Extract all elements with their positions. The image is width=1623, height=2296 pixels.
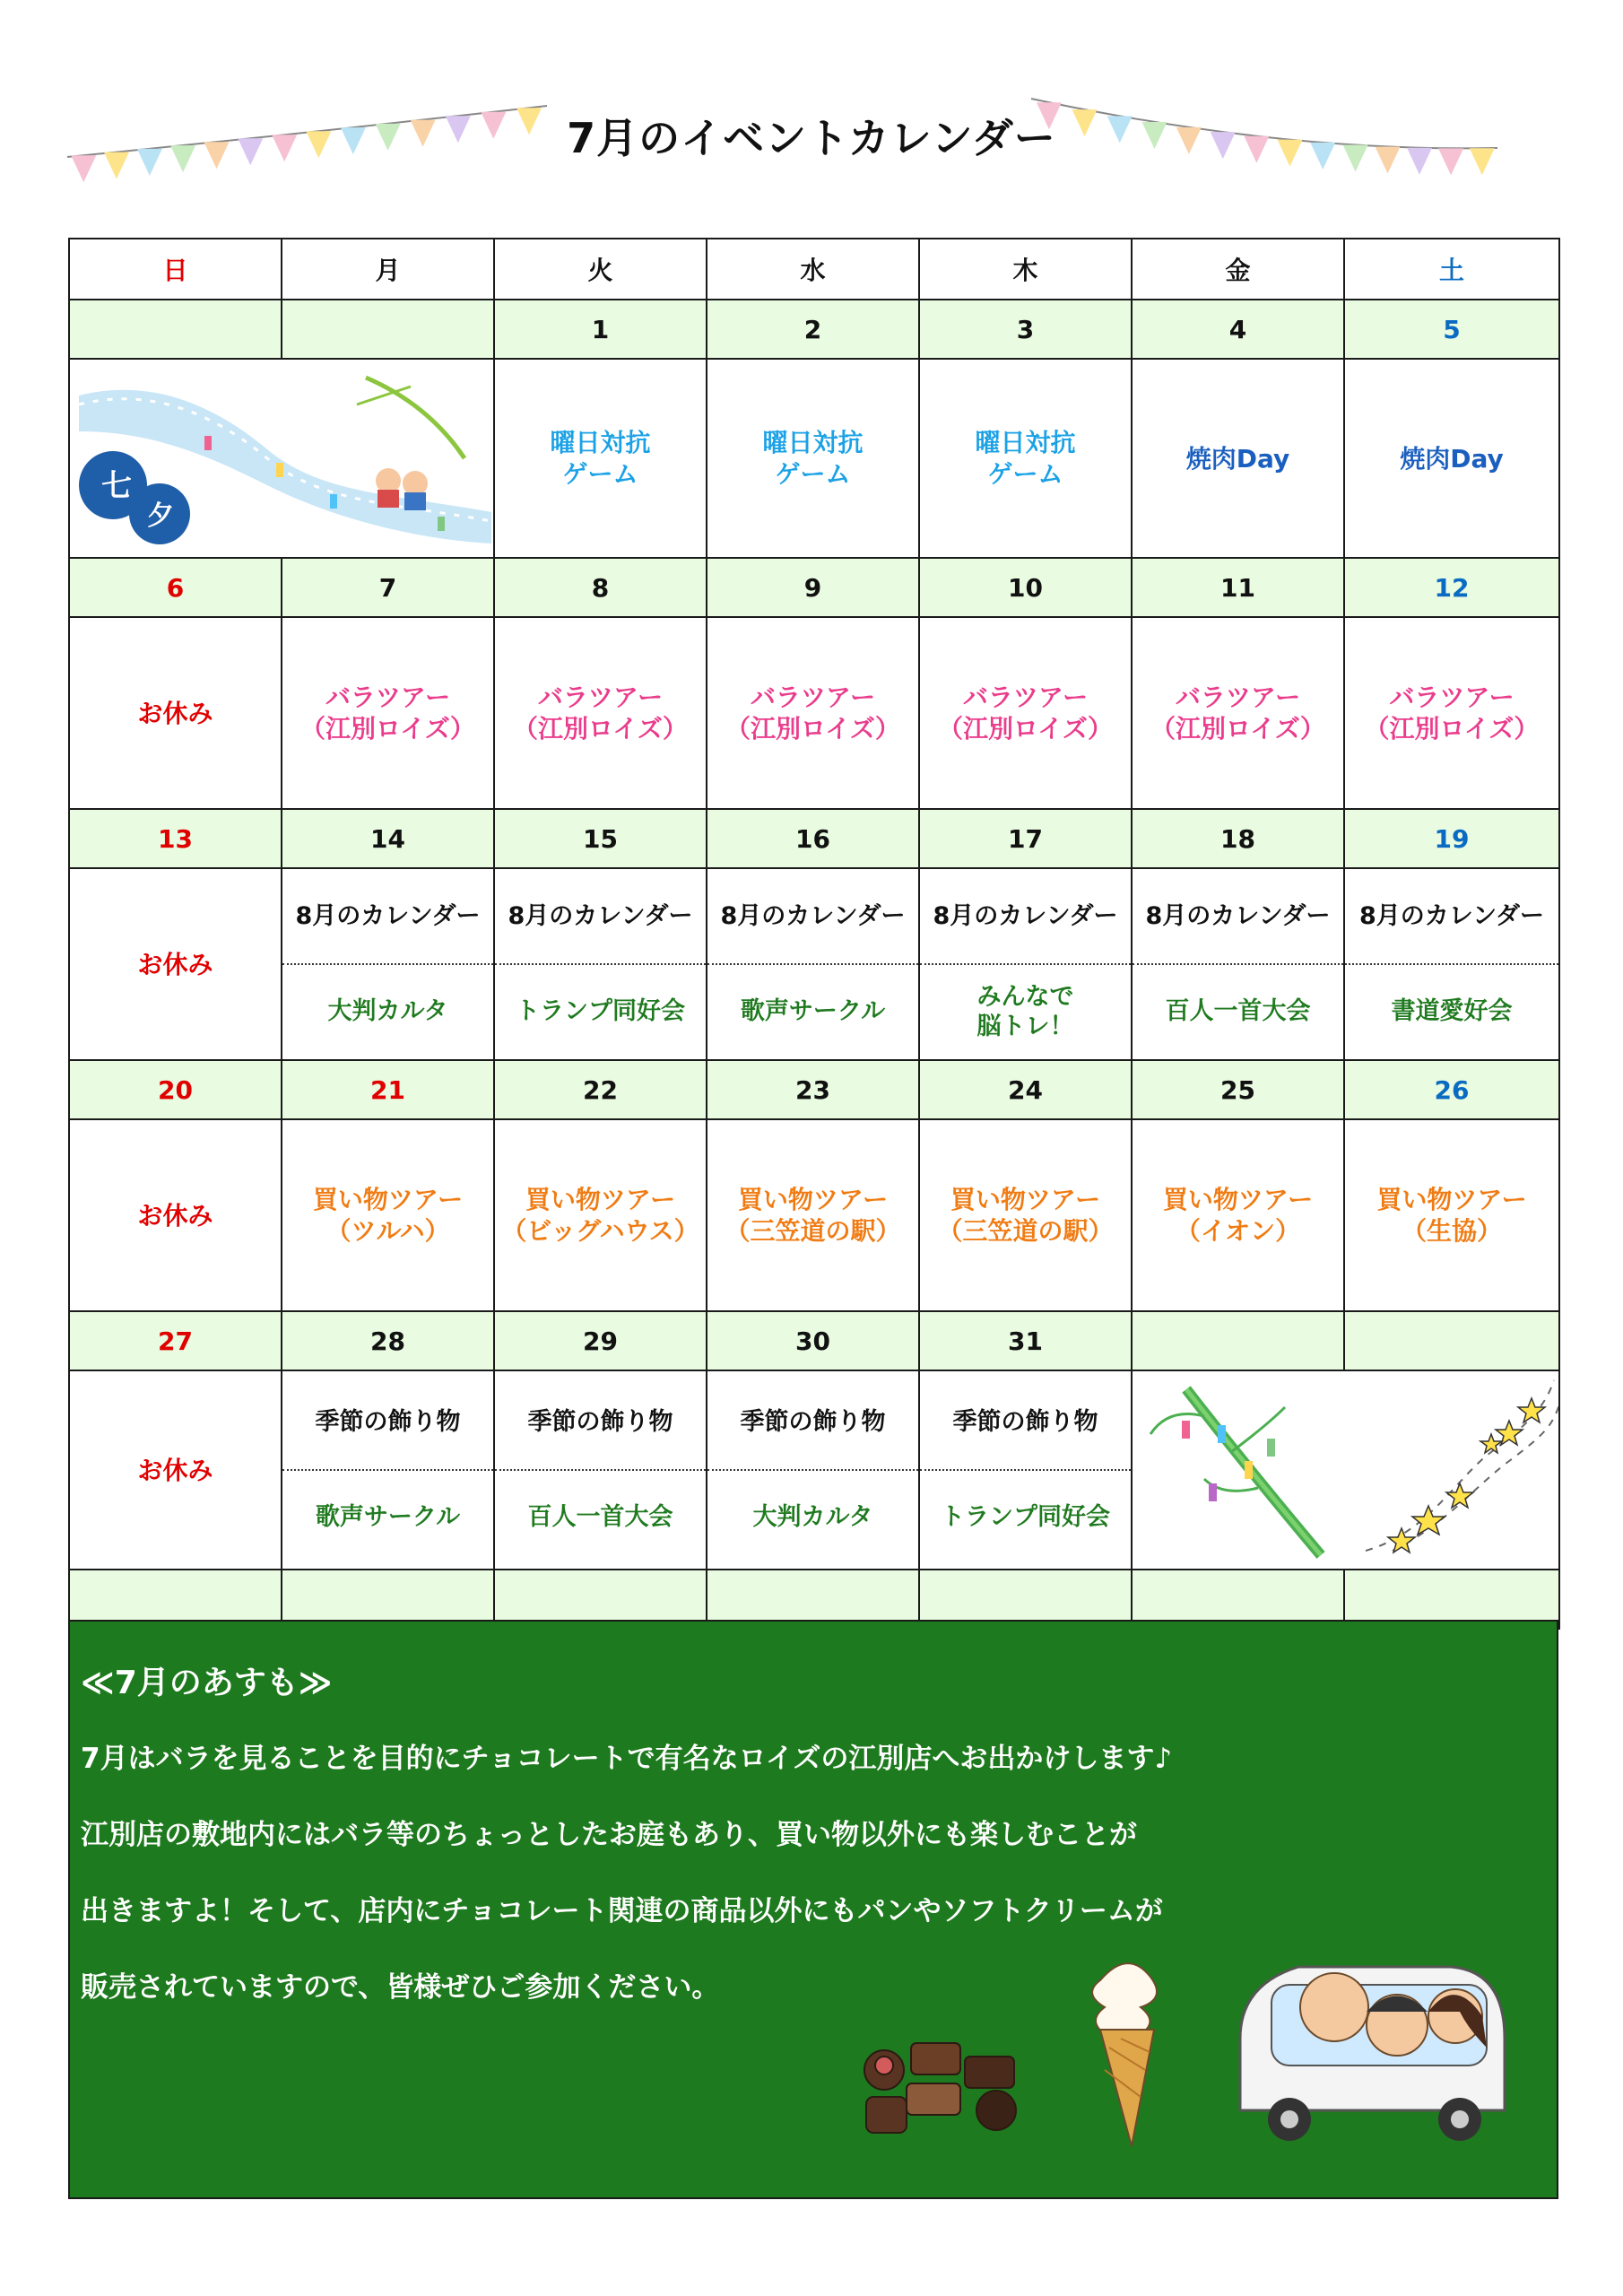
event-row bbox=[69, 868, 1559, 1060]
weekday-header: 月 bbox=[282, 239, 494, 300]
weekday-header: 金 bbox=[1132, 239, 1344, 300]
bamboo-stars-image bbox=[1133, 1371, 1559, 1561]
event-row bbox=[69, 1370, 1559, 1570]
date-cell: 24 bbox=[919, 1060, 1132, 1119]
bamboo-stars-illustration bbox=[1132, 1370, 1559, 1570]
event-calendar bbox=[68, 238, 1560, 1630]
info-panel bbox=[68, 1620, 1558, 2199]
date-cell: 17 bbox=[919, 809, 1132, 868]
event-cell bbox=[1344, 868, 1559, 1060]
info-line: 江別店の敷地内にはバラ等のちょっとしたお庭もあり、買い物以外にも楽しむことが bbox=[81, 1819, 1137, 1851]
event-cell bbox=[282, 868, 494, 1060]
date-cell: 21 bbox=[282, 1060, 494, 1119]
date-cell: 19 bbox=[1344, 809, 1559, 868]
event-row bbox=[69, 617, 1559, 809]
date-cell: 5 bbox=[1344, 300, 1559, 359]
date-row bbox=[69, 300, 1559, 359]
event-top: 8月のカレンダー bbox=[920, 869, 1131, 965]
event-top: 季節の飾り物 bbox=[282, 1375, 493, 1471]
event-cell: 曜日対抗 ゲーム bbox=[707, 359, 919, 558]
date-cell: 25 bbox=[1132, 1060, 1344, 1119]
date-cell: 1 bbox=[494, 300, 707, 359]
car-family-illustration bbox=[1227, 1931, 1514, 2142]
event-cell: 曜日対抗 ゲーム bbox=[494, 359, 707, 558]
event-cell: 焼肉Day bbox=[1344, 359, 1559, 558]
event-cell: バラツアー （江別ロイズ） bbox=[1344, 617, 1559, 809]
date-cell: 6 bbox=[69, 558, 282, 617]
weekday-header-row bbox=[69, 239, 1559, 300]
event-cell: 買い物ツアー （生協） bbox=[1344, 1119, 1559, 1311]
date-cell: 9 bbox=[707, 558, 919, 617]
info-line: 販売されていますので、皆様ぜひご参加ください。 bbox=[81, 1971, 720, 2004]
event-cell bbox=[282, 1370, 494, 1570]
date-row bbox=[69, 1060, 1559, 1119]
date-cell: 10 bbox=[919, 558, 1132, 617]
date-cell bbox=[1132, 1311, 1344, 1370]
date-cell: 29 bbox=[494, 1311, 707, 1370]
svg-text:夕: 夕 bbox=[147, 500, 174, 532]
event-cell bbox=[707, 1370, 919, 1570]
event-bottom: トランプ同好会 bbox=[516, 997, 685, 1026]
event-bottom: 大判カルタ bbox=[327, 997, 448, 1026]
event-cell: 買い物ツアー （三笠道の駅） bbox=[707, 1119, 919, 1311]
date-row bbox=[69, 1311, 1559, 1370]
event-cell: 買い物ツアー （ツルハ） bbox=[282, 1119, 494, 1311]
date-cell: 20 bbox=[69, 1060, 282, 1119]
date-cell: 3 bbox=[919, 300, 1132, 359]
date-cell: 16 bbox=[707, 809, 919, 868]
holiday-cell: お休み bbox=[69, 1370, 282, 1570]
date-cell: 12 bbox=[1344, 558, 1559, 617]
event-top: 8月のカレンダー bbox=[1345, 869, 1558, 965]
date-cell bbox=[282, 300, 494, 359]
date-cell: 11 bbox=[1132, 558, 1344, 617]
event-cell bbox=[494, 868, 707, 1060]
event-bottom: 大判カルタ bbox=[752, 1503, 873, 1532]
weekday-header: 木 bbox=[919, 239, 1132, 300]
tanabata-banner-illustration bbox=[69, 359, 494, 558]
date-cell: 4 bbox=[1132, 300, 1344, 359]
date-cell: 28 bbox=[282, 1311, 494, 1370]
weekday-header: 水 bbox=[707, 239, 919, 300]
tanabata-banner-image bbox=[70, 360, 494, 550]
event-cell: バラツアー （江別ロイズ） bbox=[282, 617, 494, 809]
event-cell: 焼肉Day bbox=[1132, 359, 1344, 558]
event-top: 8月のカレンダー bbox=[495, 869, 706, 965]
event-row bbox=[69, 1119, 1559, 1311]
event-top: 季節の飾り物 bbox=[707, 1375, 918, 1471]
event-cell: バラツアー （江別ロイズ） bbox=[1132, 617, 1344, 809]
info-line: 7月はバラを見ることを目的にチョコレートで有名なロイズの江別店へお出かけします♪ bbox=[81, 1743, 1173, 1775]
date-cell: 2 bbox=[707, 300, 919, 359]
event-bottom: 歌声サークル bbox=[315, 1503, 461, 1532]
event-top: 8月のカレンダー bbox=[707, 869, 918, 965]
weekday-header: 日 bbox=[69, 239, 282, 300]
date-cell: 22 bbox=[494, 1060, 707, 1119]
event-cell bbox=[707, 868, 919, 1060]
weekday-header: 土 bbox=[1344, 239, 1559, 300]
svg-text:七: 七 bbox=[101, 468, 132, 504]
date-cell: 27 bbox=[69, 1311, 282, 1370]
event-cell: 曜日対抗 ゲーム bbox=[919, 359, 1132, 558]
event-cell bbox=[1132, 868, 1344, 1060]
page-title: 7月のイベントカレンダー bbox=[567, 114, 1056, 162]
date-cell bbox=[1344, 1311, 1559, 1370]
holiday-cell: お休み bbox=[69, 617, 282, 809]
date-cell: 7 bbox=[282, 558, 494, 617]
event-cell bbox=[494, 1370, 707, 1570]
event-bottom: トランプ同好会 bbox=[941, 1503, 1110, 1532]
event-top: 8月のカレンダー bbox=[282, 869, 493, 965]
date-cell: 8 bbox=[494, 558, 707, 617]
info-line: 出きますよ！そして、店内にチョコレート関連の商品以外にもパンやソフトクリームが bbox=[81, 1895, 1163, 1927]
event-cell bbox=[919, 868, 1132, 1060]
event-cell: 買い物ツアー （ビッグハウス） bbox=[494, 1119, 707, 1311]
event-cell: 買い物ツアー （三笠道の駅） bbox=[919, 1119, 1132, 1311]
holiday-cell: お休み bbox=[69, 1119, 282, 1311]
date-cell bbox=[69, 300, 282, 359]
weekday-header: 火 bbox=[494, 239, 707, 300]
event-cell bbox=[919, 1370, 1132, 1570]
event-bottom: みんなで 脳トレ！ bbox=[976, 983, 1074, 1040]
soft-serve-illustration bbox=[1078, 1953, 1176, 2151]
event-bottom: 百人一首大会 bbox=[1165, 997, 1311, 1026]
date-row bbox=[69, 809, 1559, 868]
event-bottom: 歌声サークル bbox=[740, 997, 886, 1026]
event-top: 季節の飾り物 bbox=[495, 1375, 706, 1471]
date-cell: 15 bbox=[494, 809, 707, 868]
chocolates-illustration bbox=[848, 2007, 1046, 2142]
holiday-cell: お休み bbox=[69, 868, 282, 1060]
event-cell: バラツアー （江別ロイズ） bbox=[494, 617, 707, 809]
event-row bbox=[69, 359, 1559, 558]
date-cell: 23 bbox=[707, 1060, 919, 1119]
date-row bbox=[69, 558, 1559, 617]
event-cell: バラツアー （江別ロイズ） bbox=[707, 617, 919, 809]
date-cell: 30 bbox=[707, 1311, 919, 1370]
event-top: 季節の飾り物 bbox=[920, 1375, 1131, 1471]
event-top: 8月のカレンダー bbox=[1133, 869, 1343, 965]
event-bottom: 百人一首大会 bbox=[527, 1503, 673, 1532]
info-heading: ≪7月のあすも≫ bbox=[81, 1665, 333, 1701]
date-cell: 18 bbox=[1132, 809, 1344, 868]
event-bottom: 書道愛好会 bbox=[1391, 997, 1513, 1026]
date-cell: 31 bbox=[919, 1311, 1132, 1370]
event-cell: バラツアー （江別ロイズ） bbox=[919, 617, 1132, 809]
date-cell: 13 bbox=[69, 809, 282, 868]
date-cell: 14 bbox=[282, 809, 494, 868]
date-cell: 26 bbox=[1344, 1060, 1559, 1119]
event-cell: 買い物ツアー （イオン） bbox=[1132, 1119, 1344, 1311]
